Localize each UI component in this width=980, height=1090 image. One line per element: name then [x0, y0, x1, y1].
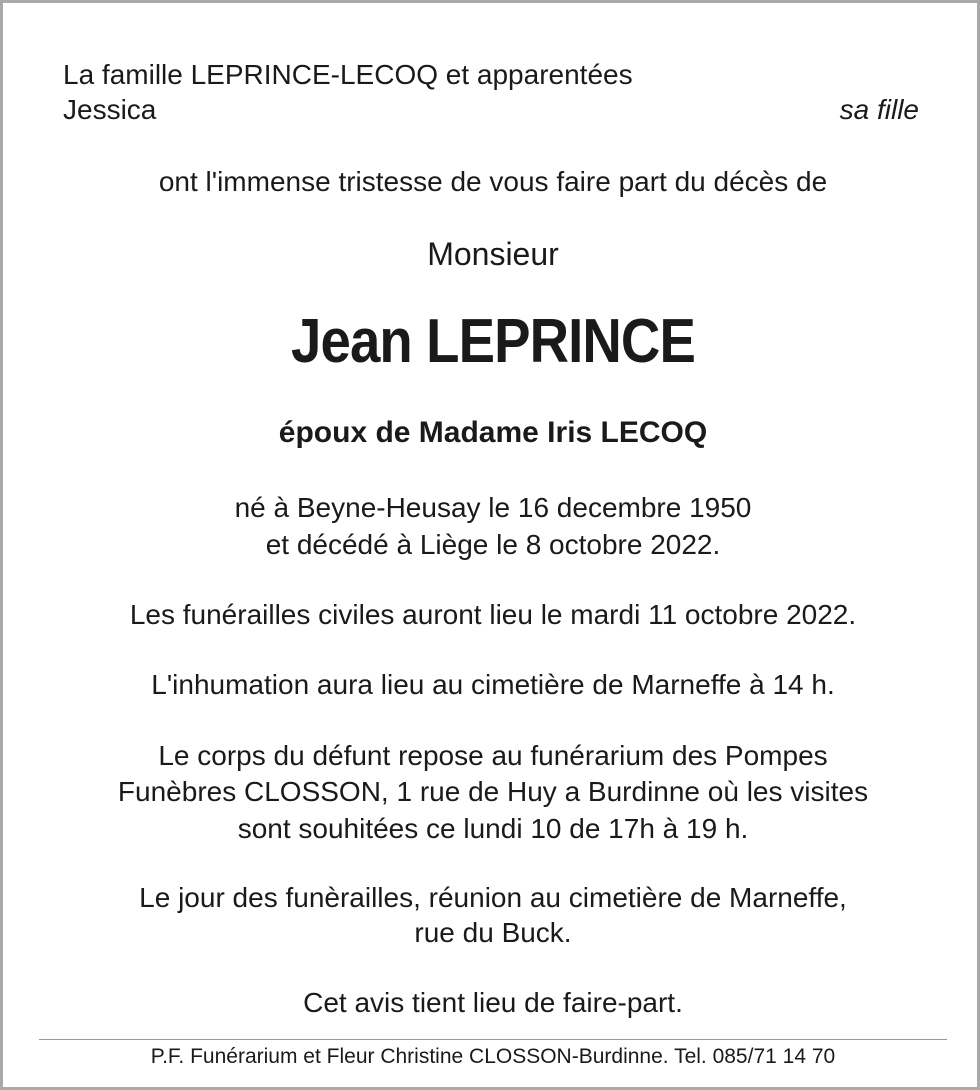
ceremony-line: Les funérailles civiles auront lieu le mardi 11 octobre 2022. — [129, 599, 857, 630]
resting-line: Funèbres CLOSSON, 1 rue de Huy a Burdinne où les visites — [117, 776, 869, 807]
footer-divider — [39, 1039, 947, 1040]
burial-line: L'inhumation aura lieu au cimetière de Marneffe à 14 h. — [151, 669, 835, 700]
birth-line: né à Beyne-Heusay le 16 decembre 1950 — [234, 492, 752, 523]
deceased-name: Jean LEPRINCE — [291, 307, 695, 376]
family-line: La famille LEPRINCE-LECOQ et apparentées — [63, 59, 633, 90]
death-line: et décédé à Liège le 8 octobre 2022. — [265, 529, 721, 560]
meeting-line: Le jour des funèrailles, réunion au cimetière de Marneffe, — [139, 882, 847, 913]
relative-role: sa fille — [839, 94, 919, 125]
announcement-intro: ont l'immense tristesse de vous faire part du décès de — [158, 166, 828, 197]
honorific-title: Monsieur — [427, 236, 559, 272]
resting-line: sont souhitées ce lundi 10 de 17h à 19 h. — [237, 813, 749, 844]
meeting-line: rue du Buck. — [414, 917, 572, 948]
relative-name: Jessica — [63, 94, 157, 125]
funeral-home-footer: P.F. Funérarium et Fleur Christine CLOSSON-Burdinne. Tel. 085/71 14 70 — [150, 1045, 836, 1068]
closing-line: Cet avis tient lieu de faire-part. — [303, 987, 683, 1018]
spouse-line: époux de Madame Iris LECOQ — [278, 416, 708, 449]
resting-line: Le corps du défunt repose au funérarium des Pompes — [158, 740, 828, 771]
